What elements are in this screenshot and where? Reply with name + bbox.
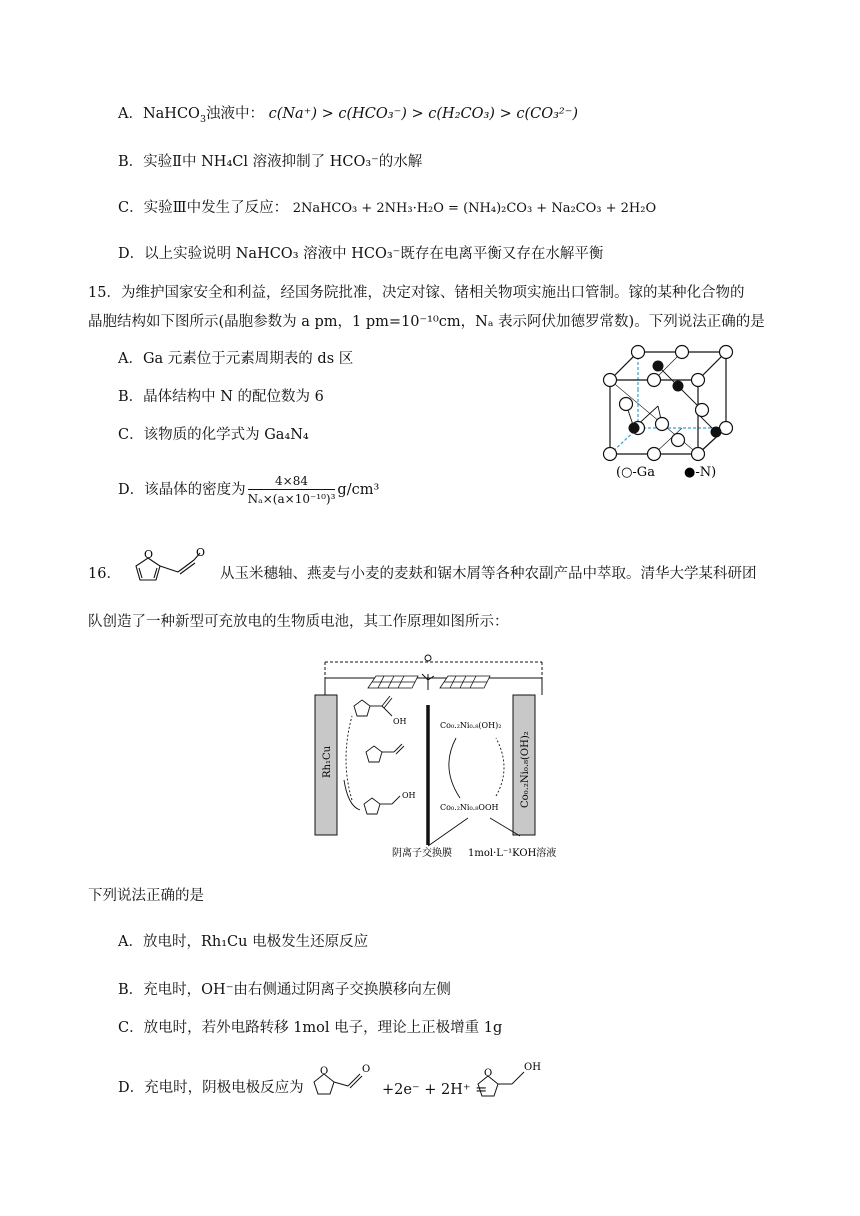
acid-oh: OH — [393, 717, 407, 726]
q16-option-d-label: D．充电时，阴极电极反应为 — [118, 1080, 304, 1096]
svg-text:O: O — [196, 546, 206, 559]
q14-option-c — [118, 198, 656, 219]
q15-option-a: A．Ga 元素位于元素周期表的 ds 区 — [118, 351, 354, 367]
q14-option-a-label: A．NaHCO — [118, 106, 200, 122]
battery-diagram — [300, 650, 570, 860]
windmill-icon — [422, 674, 434, 690]
q16-option-d-mid: +2e⁻ + 2H⁺ = — [382, 1082, 488, 1098]
legend-n: ●-N) — [684, 465, 717, 480]
solution-label: 1mol·L⁻¹KOH溶液 — [468, 848, 557, 859]
density-numerator: 4×84 — [248, 473, 336, 490]
molecule-alcohol-icon — [364, 796, 400, 814]
right-bottom-species: Co₀.₂Ni₀.₈OOH — [440, 803, 499, 812]
membrane-label: 阴离子交换膜 — [392, 848, 452, 859]
legend-ga: (○-Ga — [616, 465, 655, 480]
q16-option-a: A．放电时，Rh₁Cu 电极发生还原反应 — [118, 934, 369, 950]
svg-text:O: O — [144, 548, 154, 561]
q15-option-b: B．晶体结构中 N 的配位数为 6 — [118, 389, 324, 405]
q14-option-a-rest: 浊液中： — [205, 106, 264, 122]
crystal-cell-figure — [598, 344, 758, 484]
q15-stem-line2: 晶胞结构如下图所示(晶胞参数为 a pm，1 pm=10⁻¹⁰cm，Nₐ 表示阿伏加德罗常数)。下列说法正确的是 — [88, 314, 765, 330]
product-oh: OH — [524, 1062, 541, 1073]
q14-option-b: B．实验Ⅱ中 NH₄Cl 溶液抑制了 HCO₃⁻的水解 — [118, 154, 423, 170]
q16-option-d — [118, 1078, 304, 1098]
svg-text:O: O — [362, 1064, 371, 1075]
q16-option-c: C．放电时，若外电路转移 1mol 电子，理论上正极增重 1g — [118, 1020, 503, 1036]
q16-stem-line1: 从玉米穗轴、燕麦与小麦的麦麸和锯木屑等各种农副产品中萃取。清华大学某科研团 — [220, 566, 757, 582]
right-top-species: Co₀.₂Ni₀.₈(OH)₂ — [440, 721, 502, 730]
q14-option-a: A．NaHCO$_3$浊液中： c(Na⁺) > c(HCO₃⁻) > c(H₂CO₃) > c(CO₃²⁻) — [118, 106, 579, 125]
q14-option-c-label: C．实验Ⅲ中发生了反应： — [118, 200, 289, 216]
q15-option-c: C．该物质的化学式为 Ga₄N₄ — [118, 427, 309, 443]
density-denominator: Nₐ×(a×10⁻¹⁰)³ — [247, 491, 336, 506]
furfural-structure-icon — [128, 548, 218, 588]
density-unit: g/cm³ — [337, 482, 380, 498]
q16-number: 16． — [88, 566, 121, 582]
density-fraction — [248, 473, 336, 508]
molecule-aldehyde-icon — [366, 744, 404, 762]
left-electrode-label: Rh₁Cu — [322, 745, 333, 778]
alcohol-oh: OH — [402, 791, 416, 800]
right-electrode-label: Co₀.₂Ni₀.₈(OH)₂ — [520, 731, 531, 808]
q15-stem-line1: 15．为维护国家安全和利益，经国务院批准，决定对镓、锗相关物项实施出口管制。镓的某种化合物的 — [88, 285, 745, 301]
q15-option-d-label: D．该晶体的密度为 — [118, 482, 246, 498]
q14-option-a-formula: c(Na⁺) > c(HCO₃⁻) > c(H₂CO₃) > c(CO₃²⁻) — [268, 106, 579, 122]
q16-option-b: B．充电时，OH⁻由右侧通过阴离子交换膜移向左侧 — [118, 982, 451, 998]
q16-stem-line2: 队创造了一种新型可充放电的生物质电池，其工作原理如图所示： — [88, 614, 509, 630]
q14-option-c-formula: 2NaHCO₃ + 2NH₃·H₂O = (NH₄)₂CO₃ + Na₂CO₃ + 2H₂O — [292, 201, 657, 216]
q14-option-d: D．以上实验说明 NaHCO₃ 溶液中 HCO₃⁻既存在电离平衡又存在水解平衡 — [118, 246, 604, 262]
svg-text:O: O — [484, 1068, 493, 1079]
molecule-acid-icon — [354, 696, 392, 716]
furfuryl-alcohol-icon — [470, 1060, 550, 1104]
q15-option-d — [118, 470, 379, 510]
svg-text:O: O — [320, 1066, 329, 1077]
q16-question: 下列说法正确的是 — [88, 888, 204, 904]
furfural-reactant-icon — [306, 1064, 376, 1104]
